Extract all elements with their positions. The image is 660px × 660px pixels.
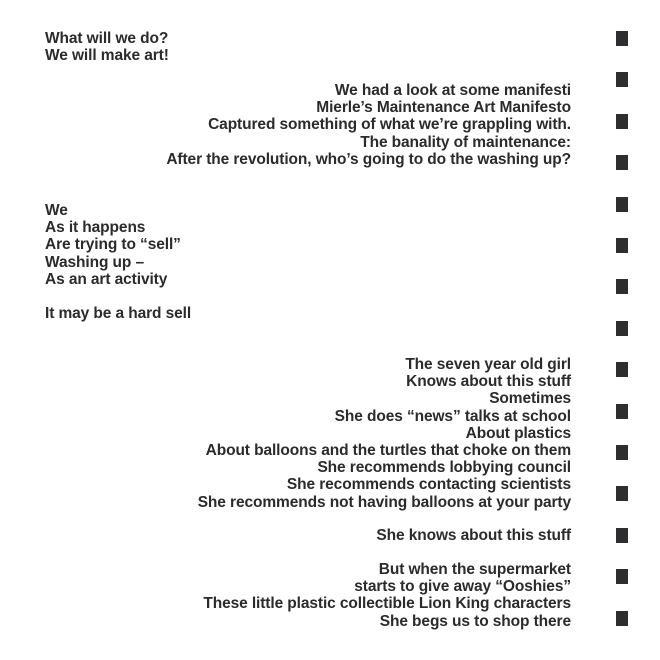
edge-mark [616,445,628,460]
edge-mark [616,72,628,87]
poem-line: Sometimes [489,390,571,408]
poem-line: She recommends contacting scientists [286,476,571,494]
stanza-4 [45,305,191,322]
edge-mark [616,114,628,129]
poem-line: After the revolution, who’s going to do the washing up? [166,150,571,168]
poem-line: Washing up – [45,253,144,271]
poem-line: These little plastic collectible Lion King characters [203,595,571,613]
poem-line: She recommends lobbying council [317,459,571,477]
poem-line: She knows about this stuff [376,527,571,544]
edge-mark [616,569,628,584]
edge-mark [616,362,628,377]
edge-mark [616,611,628,626]
poem-line: She begs us to shop there [379,612,571,630]
poem-line: The banality of maintenance: [360,133,571,151]
edge-mark [616,197,628,212]
poem-line: About plastics [465,424,571,442]
poem-line: It may be a hard sell [45,305,192,322]
edge-mark [616,486,628,501]
poem-line: Are trying to “sell” [45,236,181,254]
stanza-6 [376,527,571,544]
poem-line: The seven year old girl [405,356,571,373]
stanza-7 [203,561,571,630]
poem-line: starts to give away “Ooshies” [354,578,571,596]
edge-mark [616,528,628,543]
poem-line: She does “news” talks at school [334,407,571,425]
stanza-2 [166,82,571,168]
stanza-3 [45,202,181,288]
poem-line: She recommends not having balloons at your party [197,493,571,511]
poem-line: But when the supermarket [378,561,571,578]
poem-line: As an art activity [45,270,168,288]
page-edge-marks [616,31,628,631]
edge-mark [616,155,628,170]
poem-line: Knows about this stuff [406,373,571,391]
edge-mark [616,404,628,419]
edge-mark [616,279,628,294]
edge-mark [616,31,628,46]
stanza-1 [45,30,169,64]
poem-line: We will make art! [45,47,169,65]
stanza-5 [198,356,571,511]
poem-line: Captured something of what we’re grappling with. [208,116,571,134]
poem-line: What will we do? [45,30,169,47]
poem-line: We [45,202,68,219]
poem-line: About balloons and the turtles that choke on them [205,442,571,460]
poem-line: We had a look at some manifesti [334,82,571,99]
poem-line: Mierle’s Maintenance Art Manifesto [316,99,571,117]
edge-mark [616,321,628,336]
poem-line: As it happens [45,219,146,237]
edge-mark [616,238,628,253]
